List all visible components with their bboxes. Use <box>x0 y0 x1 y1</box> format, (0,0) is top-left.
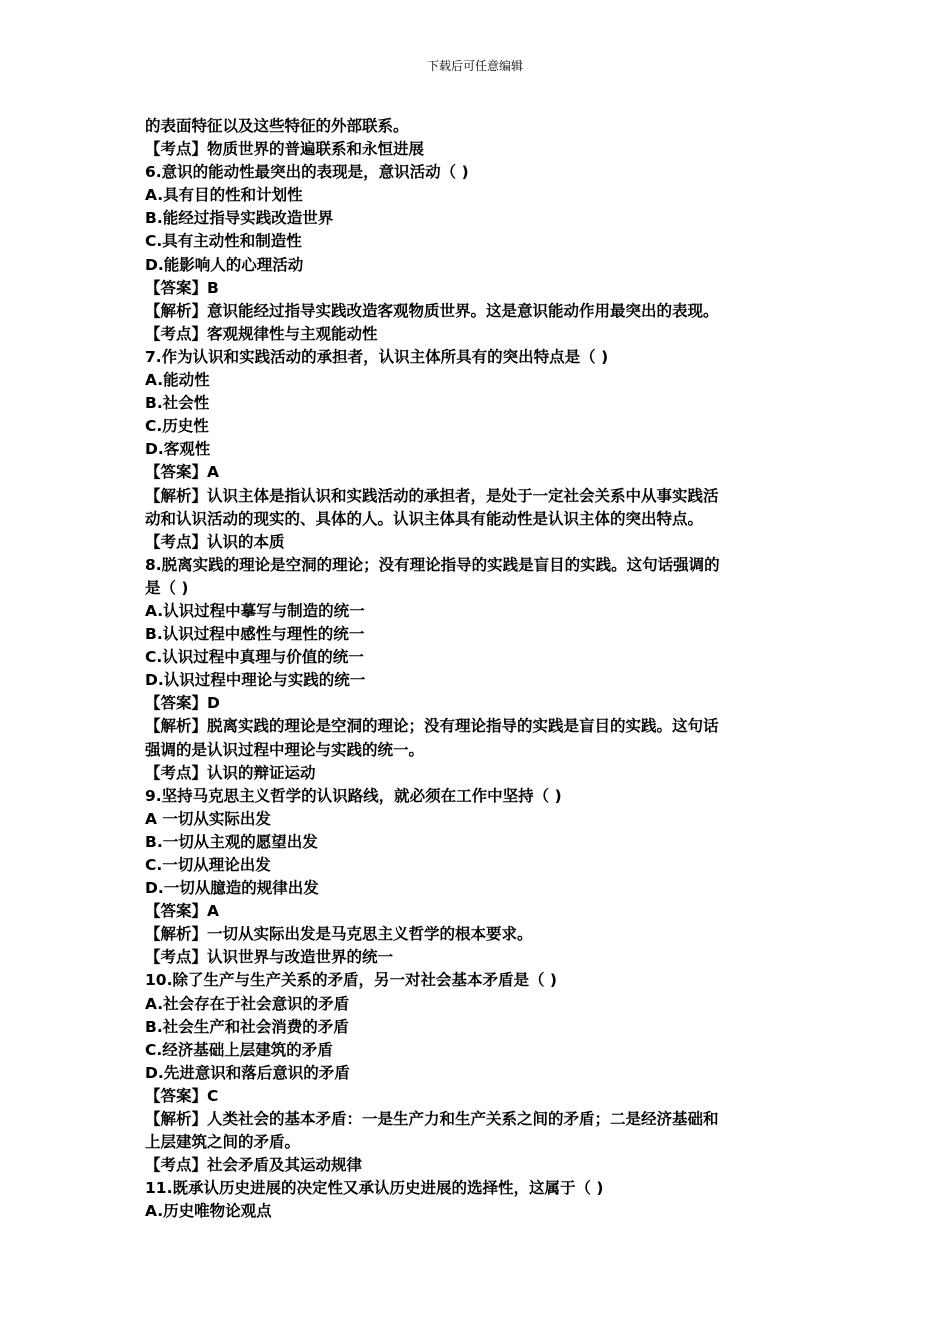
text-line: 【考点】物质世界的普遍联系和永恒进展 <box>145 140 425 159</box>
text-line: D.能影响人的心理活动 <box>145 255 304 274</box>
text-line: 的表面特征以及这些特征的外部联系。 <box>145 117 409 135</box>
text-line: 9.坚持马克思主义哲学的认识路线，就必须在工作中坚持（ ) <box>145 786 562 805</box>
text-line: 【解析】一切从实际出发是马克思主义哲学的根本要求。 <box>145 925 533 944</box>
text-line: 【解析】意识能经过指导实践改造客观物质世界。这是意识能动作用最突出的表现。 <box>145 301 719 320</box>
text-line: D.先进意识和落后意识的矛盾 <box>145 1063 350 1082</box>
text-line: 【考点】认识世界与改造世界的统一 <box>145 948 394 967</box>
text-line: C.经济基础上层建筑的矛盾 <box>145 1040 333 1059</box>
page-header: 下载后可任意编辑 <box>426 59 523 73</box>
text-line: C.历史性 <box>145 417 209 436</box>
text-line: 8.脱离实践的理论是空洞的理论；没有理论指导的实践是盲目的实践。这句话强调的 <box>145 555 720 574</box>
text-line: A.社会存在于社会意识的矛盾 <box>145 994 350 1013</box>
text-line: 7.作为认识和实践活动的承担者，认识主体所具有的突出特点是（ ) <box>145 347 609 366</box>
text-line: B.社会生产和社会消费的矛盾 <box>145 1017 349 1036</box>
text-line: C.认识过程中真理与价值的统一 <box>145 648 364 667</box>
text-line: 10.除了生产与生产关系的矛盾，另一对社会基本矛盾是（ ) <box>145 971 557 990</box>
text-line: 【答案】A <box>145 902 219 921</box>
text-line: A.认识过程中摹写与制造的统一 <box>145 601 365 620</box>
text-line: 动和认识活动的现实的、具体的人。认识主体具有能动性是认识主体的突出特点。 <box>145 509 704 528</box>
text-line: D.认识过程中理论与实践的统一 <box>145 671 366 690</box>
text-line: 【答案】D <box>145 694 220 713</box>
text-line: 强调的是认识过程中理论与实践的统一。 <box>145 740 425 759</box>
text-line: 【答案】C <box>145 1086 219 1105</box>
text-line: 是（ ) <box>145 578 189 597</box>
text-line: B.认识过程中感性与理性的统一 <box>145 625 365 644</box>
text-line: 【考点】认识的本质 <box>145 532 285 551</box>
text-line: D.客观性 <box>145 440 211 459</box>
text-line: 【考点】认识的辩证运动 <box>145 763 316 782</box>
text-line: 11.既承认历史进展的决定性又承认历史进展的选择性，这属于（ ) <box>145 1179 604 1198</box>
text-line: 【解析】认识主体是指认识和实践活动的承担者，是处于一定社会关系中从事实践活 <box>145 486 719 505</box>
text-line: B.社会性 <box>145 394 210 413</box>
text-line: 【解析】脱离实践的理论是空洞的理论；没有理论指导的实践是盲目的实践。这句话 <box>145 717 719 736</box>
text-line: B.能经过指导实践改造世界 <box>145 209 334 228</box>
text-line: C.一切从理论出发 <box>145 856 271 874</box>
text-line: C.具有主动性和制造性 <box>145 232 302 251</box>
text-line: A.具有目的性和计划性 <box>145 186 303 205</box>
text-line: 【答案】A <box>145 463 219 482</box>
text-line: A.能动性 <box>145 371 210 390</box>
text-line: 【考点】客观规律性与主观能动性 <box>145 324 378 343</box>
text-line: 上层建筑之间的矛盾。 <box>145 1133 301 1152</box>
text-line: B.一切从主观的愿望出发 <box>145 832 318 851</box>
text-line: D.一切从臆造的规律出发 <box>145 879 319 898</box>
text-line: 【考点】社会矛盾及其运动规律 <box>145 1156 363 1175</box>
text-line: A.历史唯物论观点 <box>145 1202 272 1221</box>
text-line: A 一切从实际出发 <box>145 809 271 828</box>
text-line: 【解析】人类社会的基本矛盾：一是生产力和生产关系之间的矛盾；二是经济基础和 <box>145 1110 719 1129</box>
document-body <box>145 115 805 1224</box>
text-line: 6.意识的能动性最突出的表现是，意识活动（ ) <box>145 163 469 182</box>
text-line: 【答案】B <box>145 278 219 297</box>
